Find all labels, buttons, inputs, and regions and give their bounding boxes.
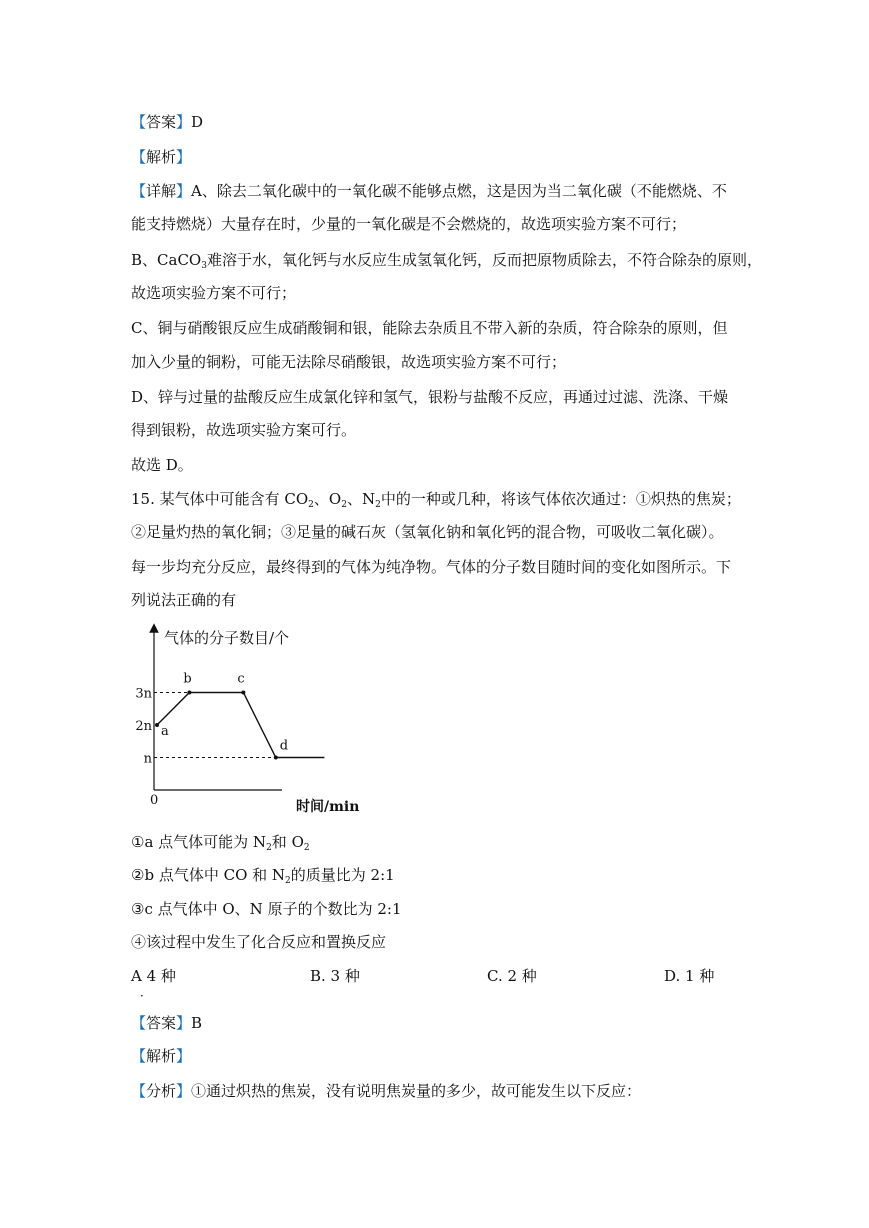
statement-3: ③c 点气体中 O、N 原子的个数比为 2:1 [131, 900, 402, 918]
analysis2-bracket-left: 【 [131, 1047, 147, 1065]
answer-bracket-left: 【 [131, 113, 147, 131]
question-15-line-4: 列说法正确的有 [131, 591, 237, 609]
analysis-bracket-left: 【 [131, 148, 147, 166]
detail-b-post: 难溶于水，氧化钙与水反应生成氢氧化钙，反而把原物质除去，不符合除杂的原则， [206, 251, 762, 269]
detail-line-b2: 故选项实验方案不可行； [131, 284, 297, 302]
x-axis-label: 时间/min [296, 799, 360, 815]
point-c [241, 691, 245, 695]
q15-text-d: 中的一种或几种，将该气体依次通过：①炽热的焦炭； [380, 490, 741, 508]
analysis-bracket-right: 】 [176, 148, 192, 166]
s1-text-b: 和 O [271, 833, 304, 851]
q15-sub-3: 2 [375, 500, 381, 510]
s2-sub-1: 2 [285, 876, 291, 886]
molecule-count-chart [132, 622, 372, 817]
option-b: B. 3 种 [310, 967, 360, 985]
detail-b-sub: 3 [201, 261, 207, 271]
statement-4: ④该过程中发生了化合反应和置换反应 [131, 933, 387, 951]
detail-bracket-left: 【 [131, 182, 147, 200]
detail-text-a1: A、除去二氧化碳中的一氧化碳不能够点燃，这是因为当二氧化碳（不能燃烧、不 [191, 182, 727, 200]
detail-line-d2: 得到银粉，故选项实验方案可行。 [131, 421, 357, 439]
analysis-detail-line [131, 1081, 641, 1101]
answer-line-1 [131, 112, 203, 132]
answer-bracket-right: 】 [176, 113, 192, 131]
point-label-b: b [183, 671, 192, 687]
analysis-detail-bracket-left: 【 [131, 1082, 147, 1100]
s1-sub-1: 2 [266, 843, 272, 853]
point-label-d: d [279, 738, 289, 754]
analysis2-bracket-right: 】 [176, 1047, 192, 1065]
detail-conclusion: 故选 D。 [131, 456, 193, 474]
question-15-line-1 [131, 489, 741, 509]
detail-line-1 [131, 181, 727, 201]
analysis-label: 解析 [146, 148, 177, 166]
y-tick-labels [135, 687, 152, 767]
guide-lines [154, 693, 276, 758]
statement-1 [131, 832, 310, 852]
option-a: A 4 种 [131, 967, 176, 985]
question-15-line-3: 每一步均充分反应，最终得到的气体为纯净物。气体的分子数目随时间的变化如图所示。下 [131, 558, 732, 576]
q15-text-a: 15. 某气体中可能含有 CO [131, 490, 309, 508]
option-c: C. 2 种 [487, 967, 537, 985]
question-15-line-2: ②足量灼热的氧化铜；③足量的碱石灰（氢氧化钠和氧化钙的混合物，可吸收二氧化碳）。 [131, 523, 724, 541]
option-d: D. 1 种 [664, 967, 715, 985]
y-tick-3n: 3n [135, 686, 152, 702]
analysis-detail-label: 分析 [146, 1082, 177, 1100]
statement-2 [131, 865, 395, 885]
detail-line-d1: D、锌与过量的盐酸反应生成氯化锌和氢气，银粉与盐酸不反应，再通过过滤、洗涤、干燥 [131, 388, 729, 406]
s2-text-b: 的质量比为 2:1 [290, 866, 395, 884]
point-label-a: a [161, 724, 169, 739]
analysis-detail-bracket-right: 】 [176, 1082, 192, 1100]
option-a-dot: ． [140, 985, 153, 999]
s2-text-a: ②b 点气体中 CO 和 N [131, 866, 286, 884]
answer-value: D [191, 113, 204, 131]
s1-sub-2: 2 [303, 843, 310, 853]
detail-line-c1: C、铜与硝酸银反应生成硝酸铜和银，能除去杂质且不带入新的杂质，符合除杂的原则，但 [131, 319, 728, 337]
detail-b-pre: B、CaCO [131, 251, 202, 269]
point-label-c: c [237, 671, 245, 687]
analysis-heading-1 [131, 147, 191, 167]
y-tick-n: n [143, 751, 152, 767]
analysis-detail-text: ①通过炽热的焦炭，没有说明焦炭量的多少，故可能发生以下反应： [191, 1082, 642, 1100]
answer2-label: 答案 [146, 1014, 177, 1032]
series-line [157, 693, 324, 758]
q15-sub-1: 2 [308, 500, 314, 510]
detail-label: 详解 [146, 182, 177, 200]
point-d [274, 756, 278, 760]
answer-line-2 [131, 1013, 202, 1033]
answer2-value: B [191, 1014, 203, 1032]
detail-line-2: 能支持燃烧）大量存在时，少量的一氧化碳是不会燃烧的，故选项实验方案不可行； [131, 215, 687, 233]
detail-bracket-right: 】 [176, 182, 192, 200]
answer2-bracket-right: 】 [176, 1014, 192, 1032]
point-b [187, 691, 191, 695]
detail-line-c2: 加入少量的铜粉，可能无法除尽硝酸银，故选项实验方案不可行； [131, 353, 567, 371]
point-a [155, 723, 159, 727]
s1-text-a: ①a 点气体可能为 N [131, 833, 267, 851]
q15-text-c: 、N [346, 490, 376, 508]
y-axis-label: 气体的分子数目/个 [164, 629, 290, 647]
point-labels [161, 672, 288, 754]
y-tick-2n: 2n [135, 719, 152, 734]
analysis-heading-2 [131, 1046, 191, 1066]
analysis2-label: 解析 [146, 1047, 177, 1065]
answer2-bracket-left: 【 [131, 1014, 147, 1032]
answer-label: 答案 [146, 113, 177, 131]
q15-text-b: 、O [313, 490, 342, 508]
origin-label: 0 [150, 793, 159, 808]
detail-line-b1 [131, 250, 762, 270]
q15-sub-2: 2 [341, 500, 347, 510]
